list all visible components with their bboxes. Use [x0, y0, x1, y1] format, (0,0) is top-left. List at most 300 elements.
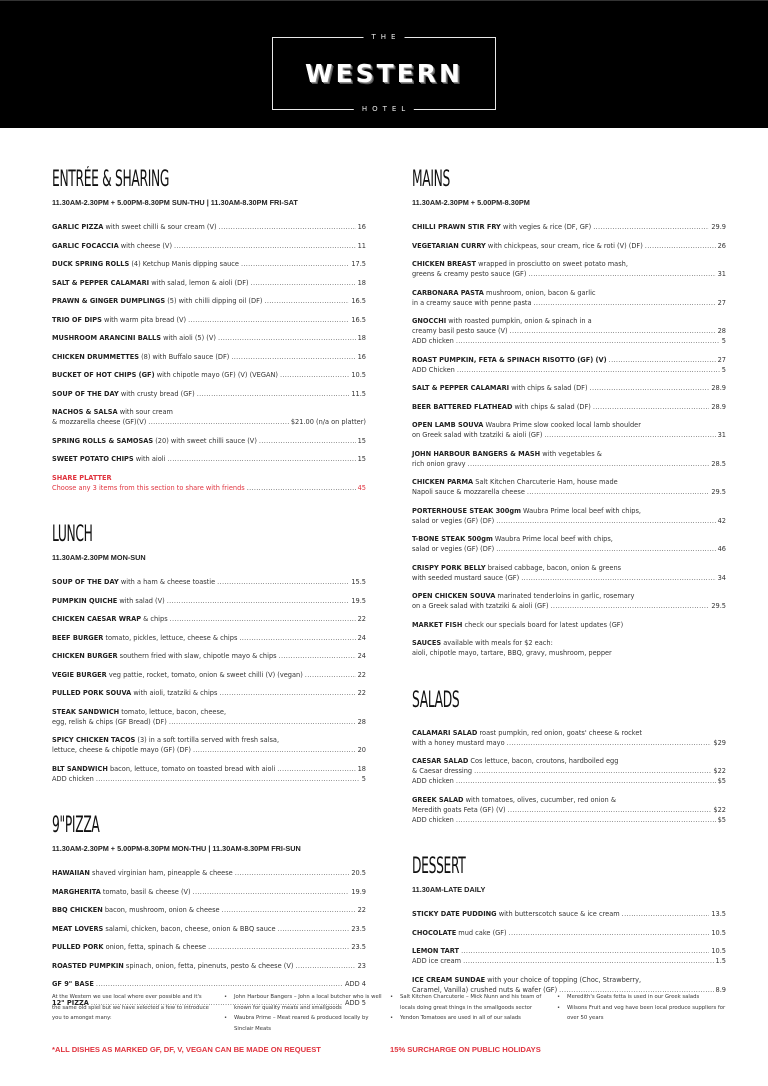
leader-dots	[280, 370, 349, 380]
item-name: SPRING ROLLS & SAMOSAS	[52, 436, 154, 445]
item-line	[412, 738, 726, 748]
menu-item	[412, 477, 726, 497]
item-line	[412, 756, 726, 766]
item-desc: roast pumpkin, red onion, goats' cheese & rocket	[477, 728, 642, 737]
item-name: BLT SANDWICH	[52, 764, 108, 773]
item-line	[412, 534, 726, 544]
item-price: 16	[357, 352, 366, 361]
item-line	[412, 591, 726, 601]
menu-item	[52, 473, 366, 493]
leader-dots	[305, 670, 356, 680]
add-on-label: ADD chicken	[412, 815, 454, 824]
leader-dots	[609, 355, 716, 365]
item-desc-line2: egg, relish & chips (GF Bread) (DF)	[52, 717, 167, 726]
item-name: NACHOS & SALSA	[52, 408, 118, 416]
menu-item	[412, 563, 726, 583]
item-desc: (3) in a soft tortilla served with fresh salsa,	[135, 736, 280, 744]
item-price: 23.5	[351, 943, 366, 951]
menu-item	[412, 946, 726, 966]
item-name: SPICY CHICKEN TACOS	[52, 736, 136, 744]
item-text	[52, 296, 262, 306]
menu-item	[52, 633, 366, 643]
menu-item	[52, 596, 366, 606]
item-name: DUCK SPRING ROLLS	[52, 260, 130, 268]
leader-dots	[208, 942, 349, 952]
menu-item	[52, 735, 366, 755]
item-name: ROAST PUMPKIN, FETA & SPINACH RISOTTO (GF) (V)	[412, 355, 607, 364]
item-line	[412, 477, 726, 487]
item-desc: (4) Ketchup Manis dipping sauce	[129, 260, 239, 268]
item-price: 15.5	[351, 578, 366, 586]
item-text	[52, 942, 206, 952]
item-line	[52, 278, 366, 288]
item-text	[52, 241, 172, 251]
item-text	[52, 407, 173, 417]
menu-item	[52, 924, 366, 934]
section-hours: 11.30AM-LATE DAILY	[412, 885, 486, 894]
menu-item	[412, 420, 726, 440]
menu-item	[52, 764, 366, 784]
item-price: 20.5	[351, 869, 366, 877]
item-desc: Waubra Prime slow cooked local lamb shoulder	[483, 421, 641, 429]
item-desc: southern fried with slaw, chipotle mayo & chips	[117, 652, 277, 660]
item-name: CHICKEN CAESAR WRAP	[52, 615, 142, 623]
item-desc: with crusty bread (GF)	[118, 389, 195, 398]
menu-item	[52, 389, 366, 399]
item-line	[412, 383, 726, 393]
leader-dots	[534, 298, 716, 308]
item-name: JOHN HARBOUR BANGERS & MASH	[412, 449, 541, 458]
item-text	[52, 764, 275, 774]
item-desc-line2: greens & creamy pesto sauce (GF)	[412, 270, 527, 278]
leader-dots	[551, 601, 710, 611]
item-text	[52, 905, 220, 915]
leader-dots	[167, 454, 355, 464]
item-desc: with sour cream	[117, 408, 173, 416]
item-name: CRISPY PORK BELLY	[412, 563, 486, 572]
item-text	[52, 454, 165, 464]
item-text	[412, 259, 628, 269]
section-pizza	[52, 812, 366, 1008]
item-text	[412, 975, 641, 985]
item-desc: with chips & salad (DF)	[512, 402, 591, 411]
item-line	[52, 389, 366, 399]
leader-dots	[496, 516, 715, 526]
surcharge-note: 15% SURCHARGE ON PUBLIC HOLIDAYS	[390, 1045, 541, 1054]
item-price: 10.5	[351, 371, 366, 379]
item-desc: Waubra Prime local beef with chips,	[520, 506, 641, 515]
header-banner	[0, 0, 768, 128]
item-desc: tomato, pickles, lettuce, cheese & chips	[103, 633, 238, 642]
item-text	[412, 222, 591, 232]
item-line	[412, 222, 726, 232]
item-name: GARLIC FOCACCIA	[52, 241, 119, 250]
leader-dots	[508, 805, 712, 815]
left-column	[52, 166, 366, 1016]
section-title: SALADS	[412, 687, 460, 713]
section-title: LUNCH	[52, 522, 93, 547]
add-on-price: $5	[717, 777, 726, 785]
menu-item	[52, 887, 366, 897]
item-line	[412, 430, 726, 440]
leader-dots	[174, 241, 356, 251]
section-title: MAINS	[412, 167, 451, 192]
leader-dots	[279, 651, 356, 661]
menu-item	[52, 370, 366, 380]
item-price: 46	[717, 545, 726, 553]
item-line	[412, 946, 726, 956]
item-desc: with chickpeas, sour cream, rice & roti (V) (DF)	[485, 241, 643, 250]
supplier-item: • John Harbour Bangers – John a local butcher who is well known for quality meats and smallgoods	[224, 992, 384, 1013]
item-text	[412, 534, 613, 544]
section-dessert	[412, 853, 726, 995]
leader-dots	[496, 544, 715, 554]
item-desc: (8) with Buffalo sauce (DF)	[139, 352, 230, 361]
item-line	[52, 887, 366, 897]
leader-dots	[278, 924, 350, 934]
item-line	[52, 924, 366, 934]
leader-dots	[468, 459, 710, 469]
menu-item	[412, 449, 726, 469]
leader-dots	[231, 352, 355, 362]
item-name: SALT & PEPPER CALAMARI	[412, 384, 510, 392]
item-line	[52, 473, 366, 483]
menu-item	[52, 407, 366, 427]
item-name: GNOCCHI	[412, 317, 447, 325]
menu-item	[52, 868, 366, 878]
leader-dots	[510, 326, 716, 336]
menu-item	[52, 436, 366, 446]
item-desc-line2: & mozzarella cheese (GF)(V)	[52, 418, 147, 426]
item-line	[52, 436, 366, 446]
item-line	[52, 370, 366, 380]
item-price: 10.5	[711, 928, 726, 937]
item-price: 18	[357, 334, 366, 342]
item-line	[52, 942, 366, 952]
item-line	[52, 259, 366, 269]
supplier-item: • Yendon Tomatoes are used in all of our salads	[390, 1013, 550, 1024]
menu-item	[412, 506, 726, 526]
item-desc-line2: with seeded mustard sauce (GF)	[412, 573, 520, 582]
item-price: 23	[357, 961, 366, 970]
item-text	[52, 352, 229, 362]
item-line	[52, 333, 366, 343]
item-line	[52, 979, 366, 989]
item-desc: tomato, basil & cheese (V)	[100, 887, 191, 896]
item-line	[412, 402, 726, 412]
menu-item	[412, 288, 726, 308]
item-text	[412, 946, 459, 956]
leader-dots	[509, 928, 710, 938]
menu-item	[52, 707, 366, 727]
item-desc-line2: lettuce, cheese & chipotle mayo (GF) (DF)	[52, 746, 191, 754]
item-line	[52, 407, 366, 417]
item-price: 15	[357, 455, 366, 463]
item-name: CHICKEN BREAST	[412, 260, 477, 268]
leader-dots	[295, 961, 355, 971]
item-name: MARKET FISH	[412, 620, 463, 629]
item-desc-line2: Meredith goats Feta (GF) (V)	[412, 805, 506, 814]
item-price: 13.5	[711, 910, 726, 918]
item-price: 22	[357, 906, 366, 914]
item-text	[52, 473, 112, 483]
item-desc: with chips & salad (DF)	[509, 384, 588, 392]
item-price: 31	[717, 270, 726, 278]
item-line	[412, 544, 726, 554]
item-desc: with cheese (V)	[118, 241, 173, 250]
menu-item	[412, 259, 726, 279]
item-price: 22	[357, 670, 366, 679]
item-text	[52, 707, 226, 717]
item-price: $22	[713, 767, 726, 775]
leader-dots	[241, 259, 349, 269]
item-desc: wrapped in prosciutto on sweet potato mash,	[476, 260, 628, 268]
item-desc-line2: Caramel, Vanilla) crushed nuts & wafer (GF)	[412, 985, 558, 994]
section-entree	[52, 166, 366, 493]
leader-dots	[593, 402, 709, 412]
item-text	[52, 979, 94, 989]
leader-dots	[544, 430, 715, 440]
item-desc: with aioli	[133, 455, 166, 463]
menu-item	[52, 961, 366, 971]
leader-dots	[528, 269, 715, 279]
item-desc: with warm pita bread (V)	[101, 315, 187, 324]
item-line	[52, 222, 366, 232]
item-name: SALT & PEPPER CALAMARI	[52, 278, 150, 287]
item-text	[52, 670, 303, 680]
leader-dots	[222, 905, 356, 915]
item-line	[52, 315, 366, 325]
item-price: 31	[717, 431, 726, 439]
item-price: 10.5	[711, 947, 726, 955]
leader-dots	[217, 577, 349, 587]
item-price: 16.5	[351, 297, 366, 305]
item-price: 24	[357, 633, 366, 642]
item-desc: with vegies & rice (DF, GF)	[500, 223, 592, 231]
hotel-logo	[272, 33, 496, 113]
item-price: 29.5	[711, 602, 726, 610]
item-text	[412, 638, 553, 648]
item-name: SOUP OF THE DAY	[52, 389, 119, 398]
item-name: SHARE PLATTER	[52, 473, 112, 482]
item-text	[52, 868, 233, 878]
menu-item	[52, 688, 366, 698]
item-text	[52, 596, 165, 606]
item-name: SWEET POTATO CHIPS	[52, 455, 134, 463]
item-price: 42	[717, 516, 726, 525]
section-mains	[412, 166, 726, 658]
add-on-price: 1.5	[715, 957, 726, 965]
item-price: 45	[357, 483, 366, 492]
menu-item	[52, 454, 366, 464]
item-desc: with sweet chilli & sour cream (V)	[103, 223, 217, 231]
item-name: PULLED PORK SOUVA	[52, 689, 132, 697]
item-desc-line2: Choose any 3 items from this section to share with friends	[52, 483, 245, 492]
item-price: ADD 4	[345, 980, 366, 988]
item-desc: marinated tenderloins in garlic, rosemary	[495, 592, 635, 600]
menu-item	[412, 316, 726, 346]
leader-dots	[235, 868, 350, 878]
item-line	[412, 355, 726, 365]
item-name: BBQ CHICKEN	[52, 906, 103, 914]
leader-dots	[219, 222, 356, 232]
item-text	[412, 288, 596, 298]
logo-hotel: HOTEL	[354, 105, 414, 114]
item-price: 27	[717, 355, 726, 364]
leader-dots	[463, 956, 713, 966]
section-hours: 11.30AM-2.30PM MON-SUN	[52, 553, 146, 562]
section-salads	[412, 687, 726, 825]
leader-dots	[521, 573, 715, 583]
item-desc-line2: salad or vegies (GF) (DF)	[412, 545, 495, 553]
item-line	[52, 596, 366, 606]
menu-item	[52, 979, 366, 989]
menu-item	[52, 670, 366, 680]
leader-dots	[169, 717, 356, 727]
section-hours: 11.30AM-2.30PM + 5.00PM-8.30PM	[412, 198, 530, 207]
item-text	[52, 735, 279, 745]
leader-dots	[218, 333, 356, 343]
item-text	[52, 370, 278, 380]
item-desc: check our specials board for latest updates (GF)	[462, 620, 624, 629]
menu-item	[412, 928, 726, 938]
item-name: VEGETARIAN CURRY	[412, 241, 486, 250]
item-text	[412, 795, 616, 805]
item-desc: with roasted pumpkin, onion & spinach in a	[446, 317, 592, 325]
menu-item	[52, 222, 366, 232]
item-name: LEMON TART	[412, 947, 460, 955]
item-line	[412, 795, 726, 805]
item-price: 17.5	[351, 260, 366, 268]
leader-dots	[457, 365, 720, 375]
item-desc-line2: aioli, chipotle mayo, tartare, BBQ, gravy, mushroom, pepper	[412, 649, 612, 657]
item-price: 28.5	[711, 459, 726, 468]
item-desc: with salad (V)	[117, 596, 165, 605]
right-column	[412, 166, 726, 1003]
leader-dots	[277, 764, 355, 774]
item-desc: onion, fetta, spinach & cheese	[103, 943, 207, 951]
leader-dots	[197, 389, 350, 399]
item-name: MUSHROOM ARANCINI BALLS	[52, 334, 161, 342]
item-line	[52, 241, 366, 251]
item-desc: & chips	[141, 615, 168, 623]
item-name: BUCKET OF HOT CHIPS (GF)	[52, 371, 155, 379]
item-line	[52, 745, 366, 755]
item-price: 29.5	[711, 488, 726, 496]
item-line	[412, 766, 726, 776]
item-name: CHICKEN PARMA	[412, 478, 474, 486]
footer-intro: At the Western we use local where ever possible and it's the same old spiel but we have selected a few to introduce you to amongst many:	[52, 994, 209, 1021]
item-desc: Salt Kitchen Charcuterie Ham, house made	[473, 478, 618, 486]
item-text	[52, 436, 257, 446]
item-text	[52, 887, 191, 897]
leader-dots	[456, 776, 716, 786]
item-line	[412, 288, 726, 298]
item-price: 16.5	[351, 315, 366, 324]
leader-dots	[474, 766, 711, 776]
footer-suppliers-2	[390, 992, 550, 1024]
item-line	[412, 316, 726, 326]
add-on-label: ADD ice cream	[412, 957, 462, 965]
item-desc: shaved virginian ham, pineapple & cheese	[89, 869, 233, 877]
item-line	[412, 459, 726, 469]
item-line	[412, 805, 726, 815]
item-name: VEGIE BURGER	[52, 670, 107, 679]
section-hours: 11.30AM-2.30PM + 5.00PM-8.30PM SUN-THU | 11.30AM-8.30PM FRI-SAT	[52, 198, 298, 207]
item-desc: bacon, mushroom, onion & cheese	[102, 906, 220, 914]
section-title: ENTRÉE & SHARING	[52, 167, 170, 192]
item-desc: tomato, lettuce, bacon, cheese,	[119, 707, 227, 716]
add-on-line	[412, 776, 726, 786]
item-line	[52, 868, 366, 878]
footer-suppliers-3	[557, 992, 727, 1024]
item-name: PORTERHOUSE STEAK 300gm	[412, 506, 521, 515]
item-text	[412, 591, 634, 601]
item-text	[52, 633, 237, 643]
leader-dots	[461, 946, 709, 956]
add-on-label: ADD chicken	[52, 774, 94, 783]
item-desc: spinach, onion, fetta, pinenuts, pesto & cheese (V)	[123, 961, 294, 970]
menu-item	[412, 728, 726, 748]
item-price: 28.9	[711, 402, 726, 411]
item-price: 18	[357, 764, 366, 773]
item-text	[412, 383, 588, 393]
item-line	[52, 670, 366, 680]
item-text	[412, 449, 602, 459]
leader-dots	[251, 278, 356, 288]
menu-item	[52, 241, 366, 251]
item-name: OPEN LAMB SOUVA	[412, 421, 484, 429]
supplier-item: • Meredith's Goats fetta is used in our Greek salads	[557, 992, 727, 1003]
item-name: TRIO OF DIPS	[52, 315, 102, 324]
item-line	[52, 688, 366, 698]
item-line	[52, 577, 366, 587]
item-text	[412, 909, 620, 919]
item-line	[52, 483, 366, 493]
menu-item	[412, 355, 726, 375]
item-desc: with tomatoes, olives, cucumber, red onion &	[463, 795, 616, 804]
item-text	[412, 506, 641, 516]
item-line	[52, 651, 366, 661]
item-text	[412, 563, 621, 573]
leader-dots	[264, 296, 349, 306]
item-name: STEAK SANDWICH	[52, 707, 120, 716]
menu-item	[412, 795, 726, 825]
item-name: ICE CREAM SUNDAE	[412, 975, 486, 984]
menu-item	[412, 534, 726, 554]
leader-dots	[170, 614, 356, 624]
item-desc: mud cake (GF)	[456, 928, 507, 937]
leader-dots	[247, 483, 356, 493]
add-on-price: 5	[361, 774, 366, 783]
item-desc: braised cabbage, bacon, onion & greens	[485, 563, 622, 572]
item-name: T-BONE STEAK 500gm	[412, 535, 493, 543]
item-name: MARGHERITA	[52, 887, 101, 896]
item-price: 18	[357, 278, 366, 287]
item-text	[52, 389, 195, 399]
add-on-label: ADD chicken	[412, 777, 454, 785]
item-line	[52, 614, 366, 624]
item-desc-line2: rich onion gravy	[412, 459, 466, 468]
item-name: STICKY DATE PUDDING	[412, 910, 497, 918]
item-line	[52, 905, 366, 915]
item-desc: available with meals for $2 each:	[441, 639, 553, 647]
menu-item	[52, 577, 366, 587]
item-desc: with butterscotch sauce & ice cream	[496, 910, 620, 918]
item-desc-line2: on a Greek salad with tzatziki & aioli (GF)	[412, 602, 549, 610]
item-name: HAWAIIAN	[52, 869, 90, 877]
leader-dots	[590, 383, 710, 393]
